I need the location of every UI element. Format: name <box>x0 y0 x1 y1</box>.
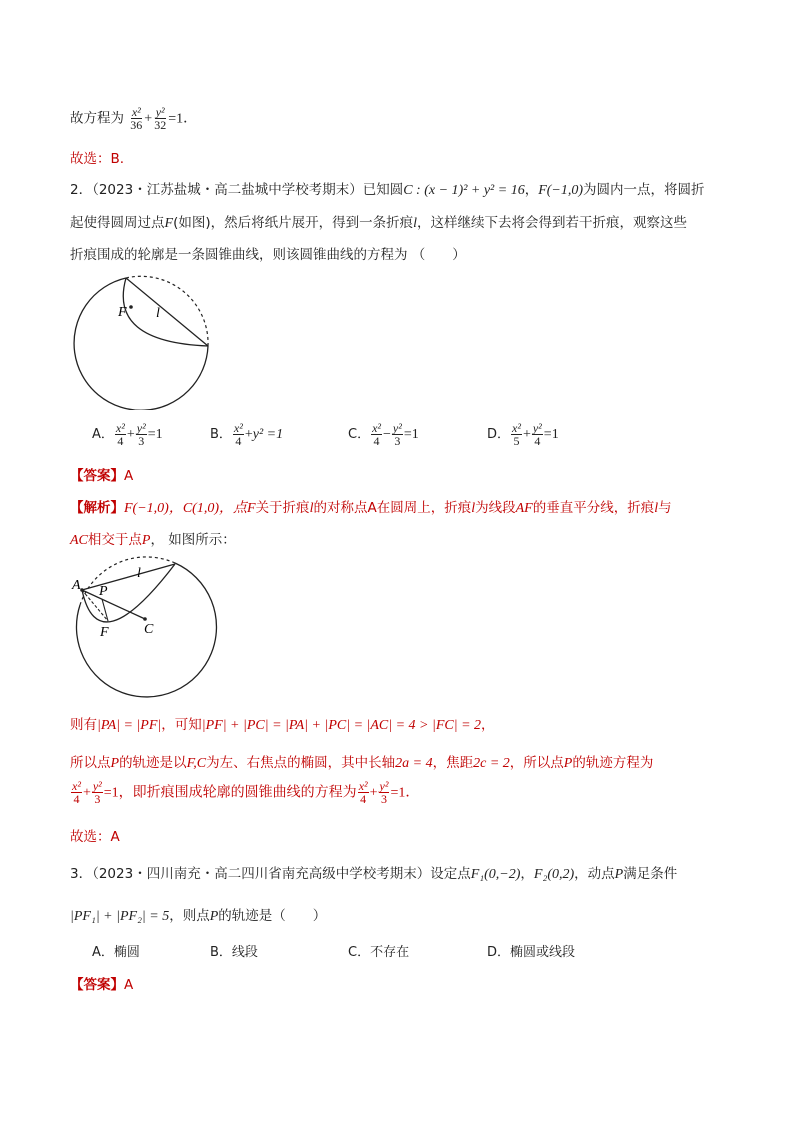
q1-frac-x: $\frac{\text{x²}}{36}$ <box>130 105 143 132</box>
q3-option-B[interactable]: B．线段 <box>210 945 258 960</box>
q2-option-D[interactable]: D． $\frac{\text{x²}}{5}$ + $\frac{\text{y²}}{4}$ =1 <box>487 421 559 448</box>
q1-eq-prefix: 故方程为 <box>70 110 124 127</box>
q2-line2: 起使得圆周过点F(如图)，然后将纸片展开，得到一条折痕l，这样继续下去将会得到若干折痕，观察这些 <box>70 215 687 231</box>
fold-line <box>126 278 208 346</box>
folded-arc2 <box>82 564 175 622</box>
q2-line1: 2．（2023・江苏盐城・高二盐城中学校考期末）已知圆C : (x − 1)² + y² = 16，F(−1,0)为圆内一点，将圆折 <box>70 182 705 198</box>
label-l2: l <box>137 566 141 581</box>
label-F2: F <box>100 625 109 640</box>
label-C: C <box>144 622 154 637</box>
q2-answer: 【答案】A <box>70 468 134 484</box>
q2-analysis-line2: AC相交于点P， 如图所示： <box>70 532 236 548</box>
q1-frac-y: $\frac{\text{y²}}{32}$ <box>154 105 167 132</box>
fold-line-l <box>82 564 175 590</box>
q2-option-B[interactable]: B． $\frac{\text{x²}}{4}$ +y² =1 <box>210 421 284 448</box>
label-A: A <box>72 578 81 593</box>
q2-conclusion-line2: 所以点P的轨迹是以F,C为左、右焦点的椭圆，其中长轴2a = 4，焦距2c = 2，所以点P的轨迹方程为 <box>70 755 654 771</box>
q2-conclusion-line1: 则有|PA| = |PF|，可知|PF| + |PC| = |PA| + |PC| = |AC| = 4 > |FC| = 2， <box>70 717 495 733</box>
q2-conclusion-line3: $\frac{\text{x²}}{4}$ + $\frac{\text{y²}}{3}$ =1，即折痕围成轮廓的圆锥曲线的方程为 $\frac{\text{x²}}{4}$ + $\frac{\text{y²}}{3}$ =1． <box>72 779 420 806</box>
q3-line1: 3．（2023・四川南充・高二四川省南充高级中学校考期末）设定点F₁(0,−2)，F₂(0,2)，动点P满足条件 <box>70 866 678 882</box>
q1-choice: 故选：B. <box>70 151 125 167</box>
q3-answer: 【答案】A <box>70 977 134 993</box>
q2-line3: 折痕围成的轮廓是一条圆锥曲线，则该圆锥曲线的方程为 （ ） <box>70 247 466 263</box>
q2-analysis-line1: 【解析】F(−1,0)，C(1,0)，点F关于折痕l的对称点A在圆周上，折痕l为线段AF的垂直平分线，折痕l与 <box>70 500 672 516</box>
q3-option-C[interactable]: C．不存在 <box>348 945 410 960</box>
q2-option-A[interactable]: A． $\frac{\text{x²}}{4}$ + $\frac{\text{y²}}{3}$ =1 <box>92 421 163 448</box>
q2-choice: 故选：A <box>70 829 120 845</box>
q2-figure-analysis <box>68 555 223 700</box>
q1-equation-line: 故方程为 $\frac{\text{x²}}{36}$ + $\frac{\text{y²}}{32}$ =1． <box>70 105 198 132</box>
point-F <box>129 305 133 309</box>
q3-line2: |PF₁| + |PF₂| = 5，则点P的轨迹是（ ） <box>70 908 327 924</box>
label-l: l <box>156 306 160 321</box>
q3-option-D[interactable]: D．椭圆或线段 <box>487 945 576 960</box>
label-P: P <box>99 584 108 599</box>
q2-option-C[interactable]: C． $\frac{\text{x²}}{4}$ − $\frac{\text{y²}}{3}$ =1 <box>348 421 419 448</box>
q2-figure-circle-fold <box>68 270 218 410</box>
label-F: F <box>118 305 127 320</box>
q3-option-A[interactable]: A．椭圆 <box>92 945 140 960</box>
